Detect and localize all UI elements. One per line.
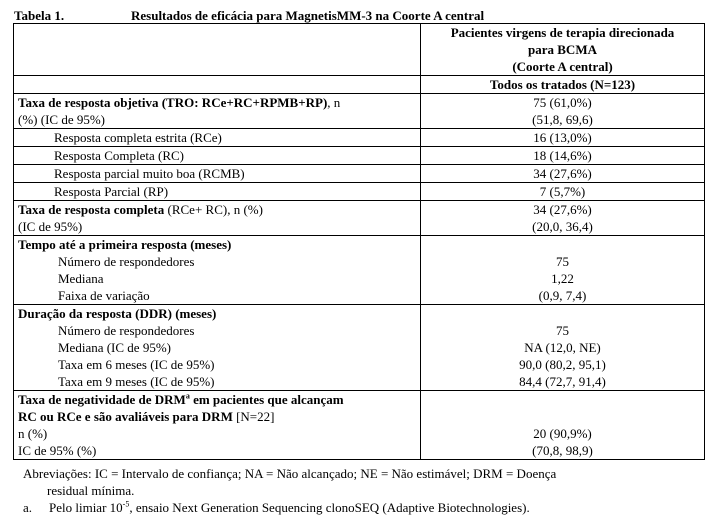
- tro-label: Taxa de resposta objetiva (TRO: RCe+RC+RPMB+RP): [18, 95, 328, 110]
- tro-value: 75 (61,0%): [533, 95, 592, 110]
- header-group-cell: [421, 24, 705, 76]
- table-row: [14, 129, 705, 147]
- row-label: [14, 201, 421, 236]
- table-number: Tabela 1.: [14, 8, 65, 23]
- drm-label-ci: IC de 95% (%): [18, 443, 97, 458]
- ddr-sub-label: Taxa em 6 meses (IC de 95%): [58, 357, 215, 372]
- header-row-group: [14, 24, 705, 76]
- ttr-sub-label: Faixa de variação: [58, 288, 150, 303]
- row-label: [14, 236, 421, 305]
- header-empty-cell: [14, 76, 421, 94]
- ddr-label: Duração da resposta (DDR) (meses): [18, 306, 217, 321]
- ttr-label: Tempo até a primeira resposta (meses): [18, 237, 232, 252]
- table-row-drm: [14, 391, 705, 460]
- header-group-line: Pacientes virgens de terapia direcionada: [450, 25, 675, 40]
- table-row-ttr: [14, 236, 705, 305]
- table-row: [14, 147, 705, 165]
- ddr-sub-label: Mediana (IC de 95%): [58, 340, 171, 355]
- trc-value: 34 (27,6%): [533, 202, 592, 217]
- row-label: Resposta parcial muito boa (RCMB): [14, 165, 421, 183]
- row-value: [421, 391, 705, 460]
- drm-label-a: Taxa de negatividade de DRM: [18, 392, 186, 407]
- header-group-line: para BCMA: [528, 42, 597, 57]
- row-label: Resposta Parcial (RP): [14, 183, 421, 201]
- row-label: [14, 94, 421, 129]
- ttr-value: 1,22: [551, 271, 574, 286]
- trc-label-rest: (RCe+ RC), n (%): [164, 202, 263, 217]
- row-label: Resposta completa estrita (RCe): [14, 129, 421, 147]
- row-label: [14, 305, 421, 391]
- row-label: [14, 391, 421, 460]
- ddr-sub-label: Taxa em 9 meses (IC de 95%): [58, 374, 215, 389]
- tro-label-rest: , n: [327, 95, 341, 110]
- header-subgroup-cell: Todos os tratados (N=123): [421, 76, 705, 94]
- header-row-subgroup: [14, 76, 705, 94]
- table-row: [14, 165, 705, 183]
- table-row-tro: [14, 94, 705, 129]
- drm-footnote-mark: a: [185, 391, 190, 401]
- footnote-exponent: -5: [122, 499, 130, 509]
- table-row-trc: [14, 201, 705, 236]
- drm-label-c: RC ou RCe e são avaliáveis para DRM: [18, 409, 233, 424]
- ttr-sub-label: Mediana: [58, 271, 104, 286]
- abbreviations-line1: Abreviações: IC = Intervalo de confiança; NA = Não alcançado; NE = Não estimável; DRM = Doença: [23, 466, 557, 481]
- drm-label-d: [N=22]: [232, 409, 275, 424]
- ddr-value: NA (12,0, NE): [524, 340, 601, 355]
- ttr-sub-label: Número de respondedores: [58, 254, 195, 269]
- ddr-value: 84,4 (72,7, 91,4): [519, 374, 606, 389]
- tro-label-line2: (%) (IC de 95%): [18, 112, 105, 127]
- drm-ci: (70,8, 98,9): [532, 443, 593, 458]
- ttr-value: (0,9, 7,4): [538, 288, 587, 303]
- trc-label: Taxa de resposta completa: [18, 202, 165, 217]
- row-value: [421, 94, 705, 129]
- table-caption: [14, 8, 704, 24]
- trc-ci: (20,0, 36,4): [532, 219, 593, 234]
- row-value: [421, 305, 705, 391]
- row-value: 34 (27,6%): [421, 165, 705, 183]
- row-value: 7 (5,7%): [421, 183, 705, 201]
- footnote-text-pre: Pelo limiar 10: [49, 500, 123, 515]
- drm-label-n: n (%): [18, 426, 48, 441]
- abbreviations-line2: residual mínima.: [47, 483, 135, 498]
- ddr-value: 90,0 (80,2, 95,1): [519, 357, 606, 372]
- table-row: [14, 183, 705, 201]
- header-group-line: (Coorte A central): [512, 59, 613, 74]
- row-value: [421, 236, 705, 305]
- table-title: Resultados de eficácia para MagnetisMM-3 na Coorte A central: [131, 8, 485, 23]
- ddr-sub-label: Número de respondedores: [58, 323, 195, 338]
- ttr-value: 75: [556, 254, 569, 269]
- tro-ci: (51,8, 69,6): [532, 112, 593, 127]
- header-empty-cell: [14, 24, 421, 76]
- drm-label-b: em pacientes que alcançam: [189, 392, 344, 407]
- footnote-a: [23, 499, 703, 516]
- row-value: 16 (13,0%): [421, 129, 705, 147]
- row-label: Resposta Completa (RC): [14, 147, 421, 165]
- trc-label-line2: (IC de 95%): [18, 219, 83, 234]
- table-notes: [23, 465, 703, 516]
- ddr-value: 75: [556, 323, 569, 338]
- row-value: 18 (14,6%): [421, 147, 705, 165]
- footnote-text-post: , ensaio Next Generation Sequencing clonoSEQ (Adaptive Biotechnologies).: [129, 500, 530, 515]
- table-row-ddr: [14, 305, 705, 391]
- footnote-mark: a.: [23, 500, 33, 515]
- drm-value: 20 (90,9%): [533, 426, 592, 441]
- efficacy-table: [13, 23, 705, 460]
- row-value: [421, 201, 705, 236]
